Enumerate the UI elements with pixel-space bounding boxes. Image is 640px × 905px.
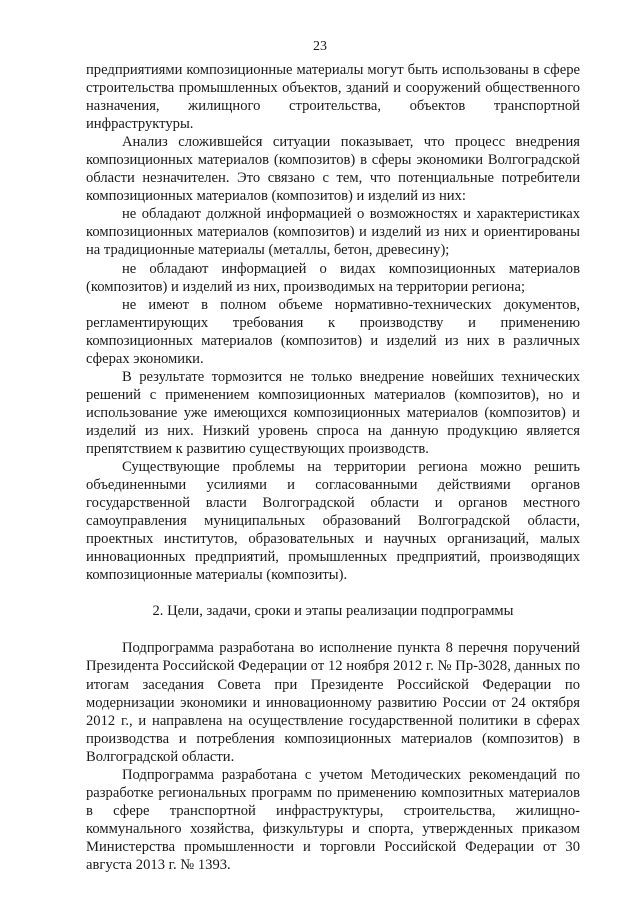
paragraph-developed-per-recommendations: Подпрограмма разработана с учетом Методических рекомендаций по разработке региональных программ по применению композитных материалов в сфере транспортной инфраструктуры, строительства, жилищно-коммунального хозяйства, физкультуры и спорта, утвержденных приказом Министерства промышленности и торговли Российской Федерации от 30 августа 2013 г. № 1393. [86, 766, 580, 873]
paragraph-problems: Существующие проблемы на территории региона можно решить объединенными усилиями и согласованными действиями органов государственной власти Волгоградской области и органов местного самоуправления муниципальных образований Волгоградской области, проектных институтов, образовательных и научных организаций, малых инновационных предприятий, промышленных предприятий, производящих композиционные материалы (композиты). [86, 459, 580, 584]
paragraph-continuation: предприятиями композиционные материалы могут быть использованы в сфере строительства промышленных объектов, зданий и сооружений общественного назначения, жилищного строительства, объектов транспортной инфраструктуры. [86, 62, 580, 133]
document-body [86, 61, 580, 874]
section-heading: 2. Цели, задачи, сроки и этапы реализации подпрограммы [152, 603, 514, 620]
page-number: 23 [313, 39, 327, 54]
paragraph-clause-regulations: не имеют в полном объеме нормативно-технических документов, регламентирующих требования к производству и применению композиционных материалов (композитов) и изделий из них в различных сферах экономики. [86, 296, 580, 367]
paragraph-clause-types: не обладают информацией о видах композиционных материалов (композитов) и изделий из них, производимых на территории региона; [86, 260, 580, 295]
paragraph-developed-per-instruction: Подпрограмма разработана во исполнение пункта 8 перечня поручений Президента Российской Федерации от 12 ноября 2012 г. № Пр-3028, данных по итогам заседания Совета при Президенте Российской Федерации по модернизации экономики и инновационному развитию России от 24 октября 2012 г., и направлена на осуществление государственной политики в сферах производства и потребления композиционных материалов (композитов) в Волгоградской области. [86, 640, 580, 765]
paragraph-clause-information: не обладают должной информацией о возможностях и характеристиках композиционных материалов (композитов) и изделий из них и ориентированы на традиционные материалы (металлы, бетон, древесину); [86, 206, 580, 259]
paragraph-result: В результате тормозится не только внедрение новейших технических решений с применением композиционных материалов (композитов), но и использование уже имеющихся композиционных материалов (композитов) и изделий из них. Низкий уровень спроса на данную продукцию является препятствием к развитию существующих производств. [86, 368, 580, 457]
paragraph-analysis: Анализ сложившейся ситуации показывает, что процесс внедрения композиционных материалов (композитов) в сферы экономики Волгоградской области незначителен. Это связано с тем, что потенциальные потребители композиционных материалов (композитов) и изделий из них: [86, 134, 580, 205]
